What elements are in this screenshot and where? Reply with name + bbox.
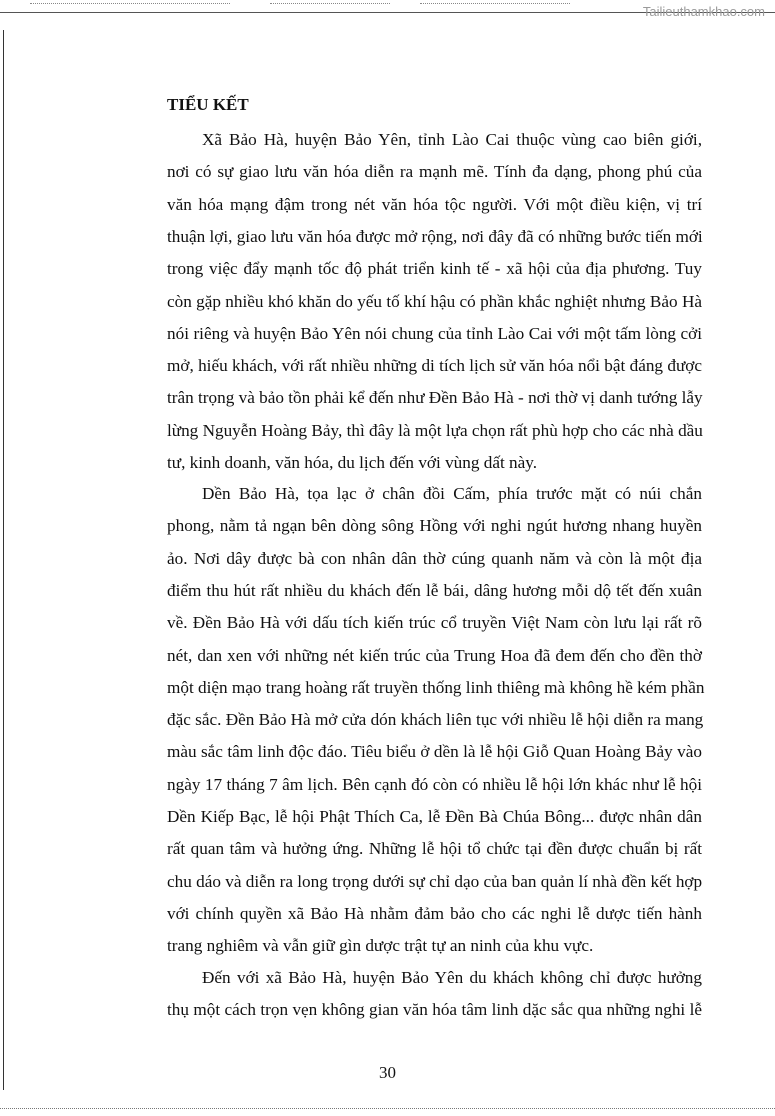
scan-noise bbox=[270, 3, 390, 7]
section-heading: TIỂU KẾT bbox=[167, 95, 249, 114]
watermark: Tailieuthamkhao.com bbox=[642, 4, 765, 19]
text-line: đặc sắc. Đền Bảo Hà mở cửa dón khách liên tục với nhiều lễ hội diễn ra mang bbox=[167, 710, 704, 730]
text-line: nơi có sự giao lưu văn hóa diễn ra mạnh mẽ. Tính đa dạng, phong phú của bbox=[167, 162, 702, 182]
text-line: với chính quyền xã Bảo Hà nhằm đảm bảo cho các nghi lễ dược tiến hành bbox=[167, 903, 702, 923]
text-line: mở, hiếu khách, với rất nhiều những di tích lịch sử văn hóa nổi bật đáng được bbox=[167, 356, 702, 376]
text-line: điểm thu hút rất nhiều du khách đến lễ bái, dâng hương mỗi dộ tết đến xuân bbox=[167, 580, 702, 600]
scan-noise bbox=[420, 3, 570, 7]
text-line: thuận lợi, giao lưu văn hóa được mở rộng, nơi đây đã có những bước tiến mới bbox=[167, 226, 703, 246]
text-line: văn hóa mạng đậm trong nét văn hóa tộc người. Với một điều kiện, vị trí bbox=[167, 194, 702, 214]
text-line: Đến với xã Bảo Hà, huyện Bảo Yên du khách không chỉ được hưởng bbox=[202, 968, 702, 987]
text-line: ngày 17 tháng 7 âm lịch. Bên cạnh đó còn có nhiều lễ hội lớn khác như lễ hội bbox=[167, 774, 702, 794]
text-line: ảo. Nơi dây được bà con nhân dân thờ cúng quanh năm và còn là một địa bbox=[167, 548, 702, 568]
text-line: phong, nằm tả ngạn bên dòng sông Hồng với nghi ngút hương nhang huyền bbox=[167, 516, 702, 536]
text-line: về. Đền Bảo Hà với dấu tích kiến trúc cổ truyền Việt Nam còn lưu lại rất rõ bbox=[167, 613, 702, 633]
text-line: chu dáo và diễn ra long trọng dưới sự chỉ dạo của ban quản lí nhà đền kết hợp bbox=[167, 871, 703, 891]
text-line: Xã Bảo Hà, huyện Bảo Yên, tỉnh Lào Cai thuộc vùng cao biên giới, bbox=[202, 130, 702, 149]
text-line: nét, dan xen với những nét kiến trúc của Trung Hoa đã đem đến cho đền thờ bbox=[167, 645, 702, 665]
text-line: nói riêng và huyện Bảo Yên nói chung của tỉnh Lào Cai với một tấm lòng cởi bbox=[167, 323, 702, 343]
text-line: trang nghiêm và vẫn giữ gìn dược trật tự an ninh của khu vực. bbox=[167, 936, 594, 956]
text-line: rất quan tâm và hưởng ứng. Những lễ hội tổ chức tại đền được chuẩn bị rất bbox=[167, 839, 702, 859]
text-line: tư, kinh doanh, văn hóa, du lịch đến với vùng dất này. bbox=[167, 453, 538, 472]
text-line: một diện mạo trang hoàng rất truyền thống linh thiêng mà không hề kém phần bbox=[167, 677, 705, 697]
scan-noise bbox=[30, 3, 230, 7]
page-number: 30 bbox=[379, 1063, 396, 1082]
text-line: còn gặp nhiều khó khăn do yếu tố khí hậu có phần khắc nghiệt nhưng Bảo Hà bbox=[167, 291, 702, 311]
text-line: màu sắc tâm linh độc đáo. Tiêu biểu ở dền là lễ hội Giỗ Quan Hoàng Bảy vào bbox=[167, 742, 702, 762]
text-line: Dền Bảo Hà, tọa lạc ở chân đồi Cấm, phía trước mặt có núi chắn bbox=[202, 484, 702, 503]
scan-left-edge bbox=[3, 30, 4, 1090]
text-line: trân trọng và bảo tồn phải kể đến như Đền Bảo Hà - nơi thờ vị danh tướng lẫy bbox=[167, 388, 703, 408]
text-line: thụ một cách trọn vẹn không gian văn hóa tâm linh dặc sắc qua những nghi lễ bbox=[167, 1000, 702, 1020]
text-line: lừng Nguyễn Hoàng Bảy, thì đây là một lựa chọn rất phù hợp cho các nhà dầu bbox=[167, 420, 703, 440]
scan-bottom-edge bbox=[0, 1108, 775, 1110]
text-line: Dền Kiếp Bạc, lễ hội Phật Thích Ca, lễ Đền Bà Chúa Bông... được nhân dân bbox=[167, 807, 702, 826]
text-line: trong việc đẩy mạnh tốc độ phát triển kinh tế - xã hội của địa phương. Tuy bbox=[167, 259, 702, 279]
